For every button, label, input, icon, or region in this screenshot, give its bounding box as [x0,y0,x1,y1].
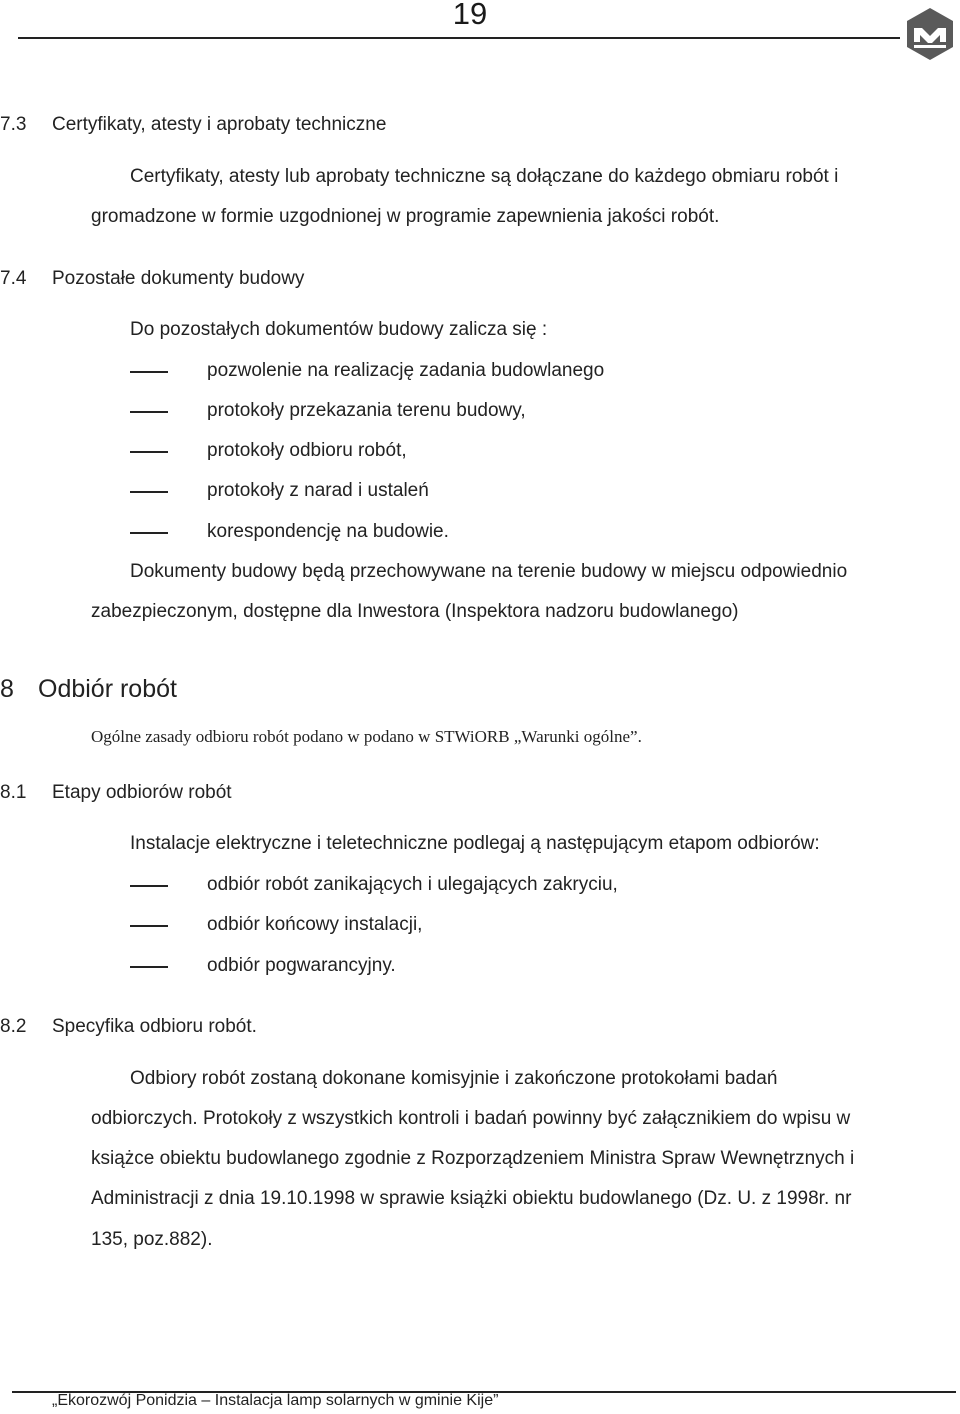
paragraph-line: 135, poz.882). [91,1229,213,1250]
section-7-3-heading [0,114,386,136]
list-dash [130,966,168,968]
list-dash [130,532,168,534]
section-number: 7.3 [0,114,27,135]
list-dash [130,491,168,493]
paragraph-line: zabezpieczonym, dostępne dla Inwestora (Inspektora nadzoru budowlanego) [91,601,739,622]
list-dash [130,411,168,413]
section-number: 8.2 [0,1016,27,1037]
list-item: protokoły z narad i ustaleń [207,480,429,501]
list-dash [130,925,168,927]
company-logo-icon [902,6,958,62]
list-item: odbiór pogwarancyjny. [207,955,396,976]
list-item: odbiór końcowy instalacji, [207,914,423,935]
section-7-4-heading [0,268,304,290]
section-title: Odbiór robót [38,675,177,703]
section-number: 8 [0,675,14,703]
paragraph-line: odbiorczych. Protokoły z wszystkich kontroli i badań powinny być załącznikiem do wpisu w [91,1108,851,1129]
section-title: Specyfika odbioru robót. [52,1016,257,1037]
list-item: pozwolenie na realizację zadania budowlanego [207,360,605,381]
list-item: protokoły przekazania terenu budowy, [207,400,526,421]
list-dash [130,885,168,887]
section-number: 8.1 [0,782,27,803]
section-title: Etapy odbiorów robót [52,782,232,803]
section-8-2-heading [0,1016,257,1038]
list-item: protokoły odbioru robót, [207,440,407,461]
section-title: Pozostałe dokumenty budowy [52,268,305,289]
section-title: Certyfikaty, atesty i aprobaty techniczne [52,114,387,135]
paragraph-line: Instalacje elektryczne i teletechniczne podlegaj ą następującym etapom odbiorów: [130,833,820,854]
paragraph-line: Ogólne zasady odbioru robót podano w podano w STWiORB „Warunki ogólne”. [91,727,642,746]
paragraph-line: Dokumenty budowy będą przechowywane na terenie budowy w miejscu odpowiednio [130,561,848,582]
list-dash [130,371,168,373]
paragraph-line: Odbiory robót zostaną dokonane komisyjnie i zakończone protokołami badań [130,1068,778,1089]
paragraph-line: książce obiektu budowlanego zgodnie z Rozporządzeniem Ministra Spraw Wewnętrznych i [91,1148,855,1169]
list-item: odbiór robót zanikających i ulegających zakryciu, [207,874,618,895]
paragraph-line: gromadzone w formie uzgodnionej w programie zapewnienia jakości robót. [91,206,720,227]
page-number: 19 [452,0,488,31]
paragraph-line: Do pozostałych dokumentów budowy zalicza się : [130,319,548,340]
page-footer: „Ekorozwój Ponidzia – Instalacja lamp solarnych w gminie Kije” [52,1392,499,1409]
section-8-heading [0,675,177,704]
header-rule [18,37,900,39]
section-8-1-heading [0,782,232,804]
paragraph-line: Certyfikaty, atesty lub aprobaty techniczne są dołączane do każdego obmiaru robót i [130,166,839,187]
section-number: 7.4 [0,268,27,289]
list-dash [130,451,168,453]
paragraph-line: Administracji z dnia 19.10.1998 w sprawie książki obiektu budowlanego (Dz. U. z 1998r. nr [91,1188,852,1209]
list-item: korespondencję na budowie. [207,521,449,542]
